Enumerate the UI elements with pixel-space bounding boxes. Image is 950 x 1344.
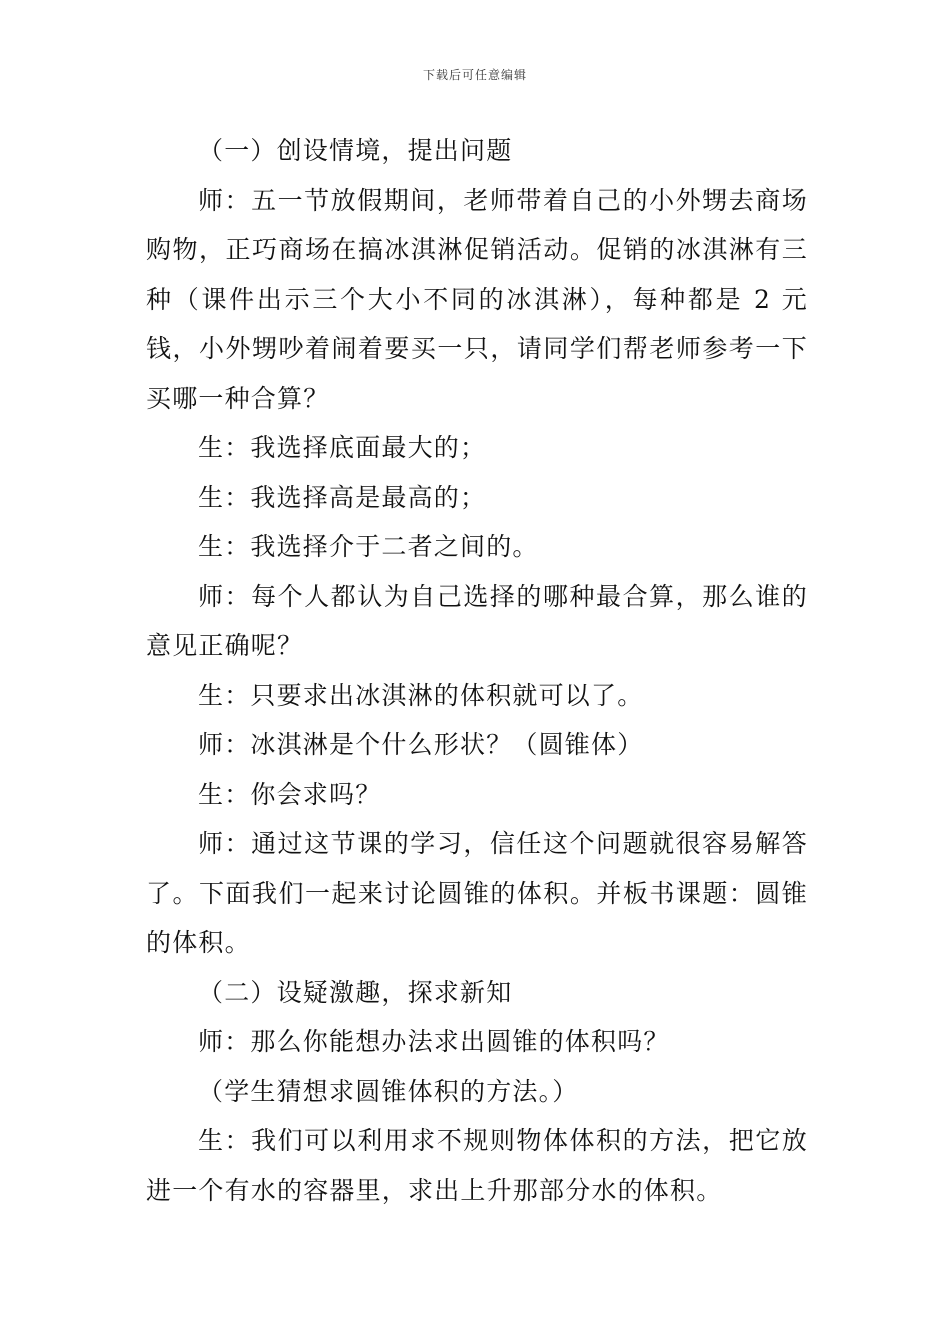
paragraph-teacher-5: 师：那么你能想办法求出圆锥的体积吗？	[198, 1027, 670, 1056]
paragraph-note: （学生猜想求圆锥体积的方法。）	[198, 1076, 579, 1106]
paragraph-student-6: 生：我们可以利用求不规则物体体积的方法，把它放进一个有水的容器里，求出上升那部分水的体积。	[146, 1126, 808, 1205]
paragraph-teacher-4: 师：通过这节课的学习，信任这个问题就很容易解答了。下面我们一起来讨论圆锥的体积。并板书课题：圆锥的体积。	[146, 829, 808, 957]
paragraph-teacher-2: 师：每个人都认为自己选择的哪种最合算，那么谁的意见正确呢？	[146, 581, 808, 660]
paragraph-student-1: 生：我选择底面最大的；	[198, 433, 487, 462]
paragraph-teacher-3: 师：冰淇淋是个什么形状？（圆锥体）	[198, 730, 644, 759]
paragraph-student-4: 生：只要求出冰淇淋的体积就可以了。	[198, 680, 644, 710]
page-header: 下载后可任意编辑	[422, 68, 527, 82]
document-body	[146, 126, 808, 1215]
paragraph-student-2: 生：我选择高是最高的；	[198, 482, 487, 512]
paragraph-student-3: 生：我选择介于二者之间的。	[198, 532, 539, 561]
section-heading-1: （一）创设情境，提出问题	[198, 136, 513, 165]
section-heading-2: （二）设疑激趣，探求新知	[198, 977, 513, 1007]
paragraph-student-5: 生：你会求吗？	[198, 779, 382, 809]
paragraph-teacher-intro: 师：五一节放假期间，老师带着自己的小外甥去商场购物，正巧商场在搞冰淇淋促销活动。促销的冰淇淋有三种（课件出示三个大小不同的冰淇淋），每种都是 2 元钱，小外甥吵着闹着要买一只，请同学们帮老师参考一下买哪一种合算？	[146, 185, 808, 413]
